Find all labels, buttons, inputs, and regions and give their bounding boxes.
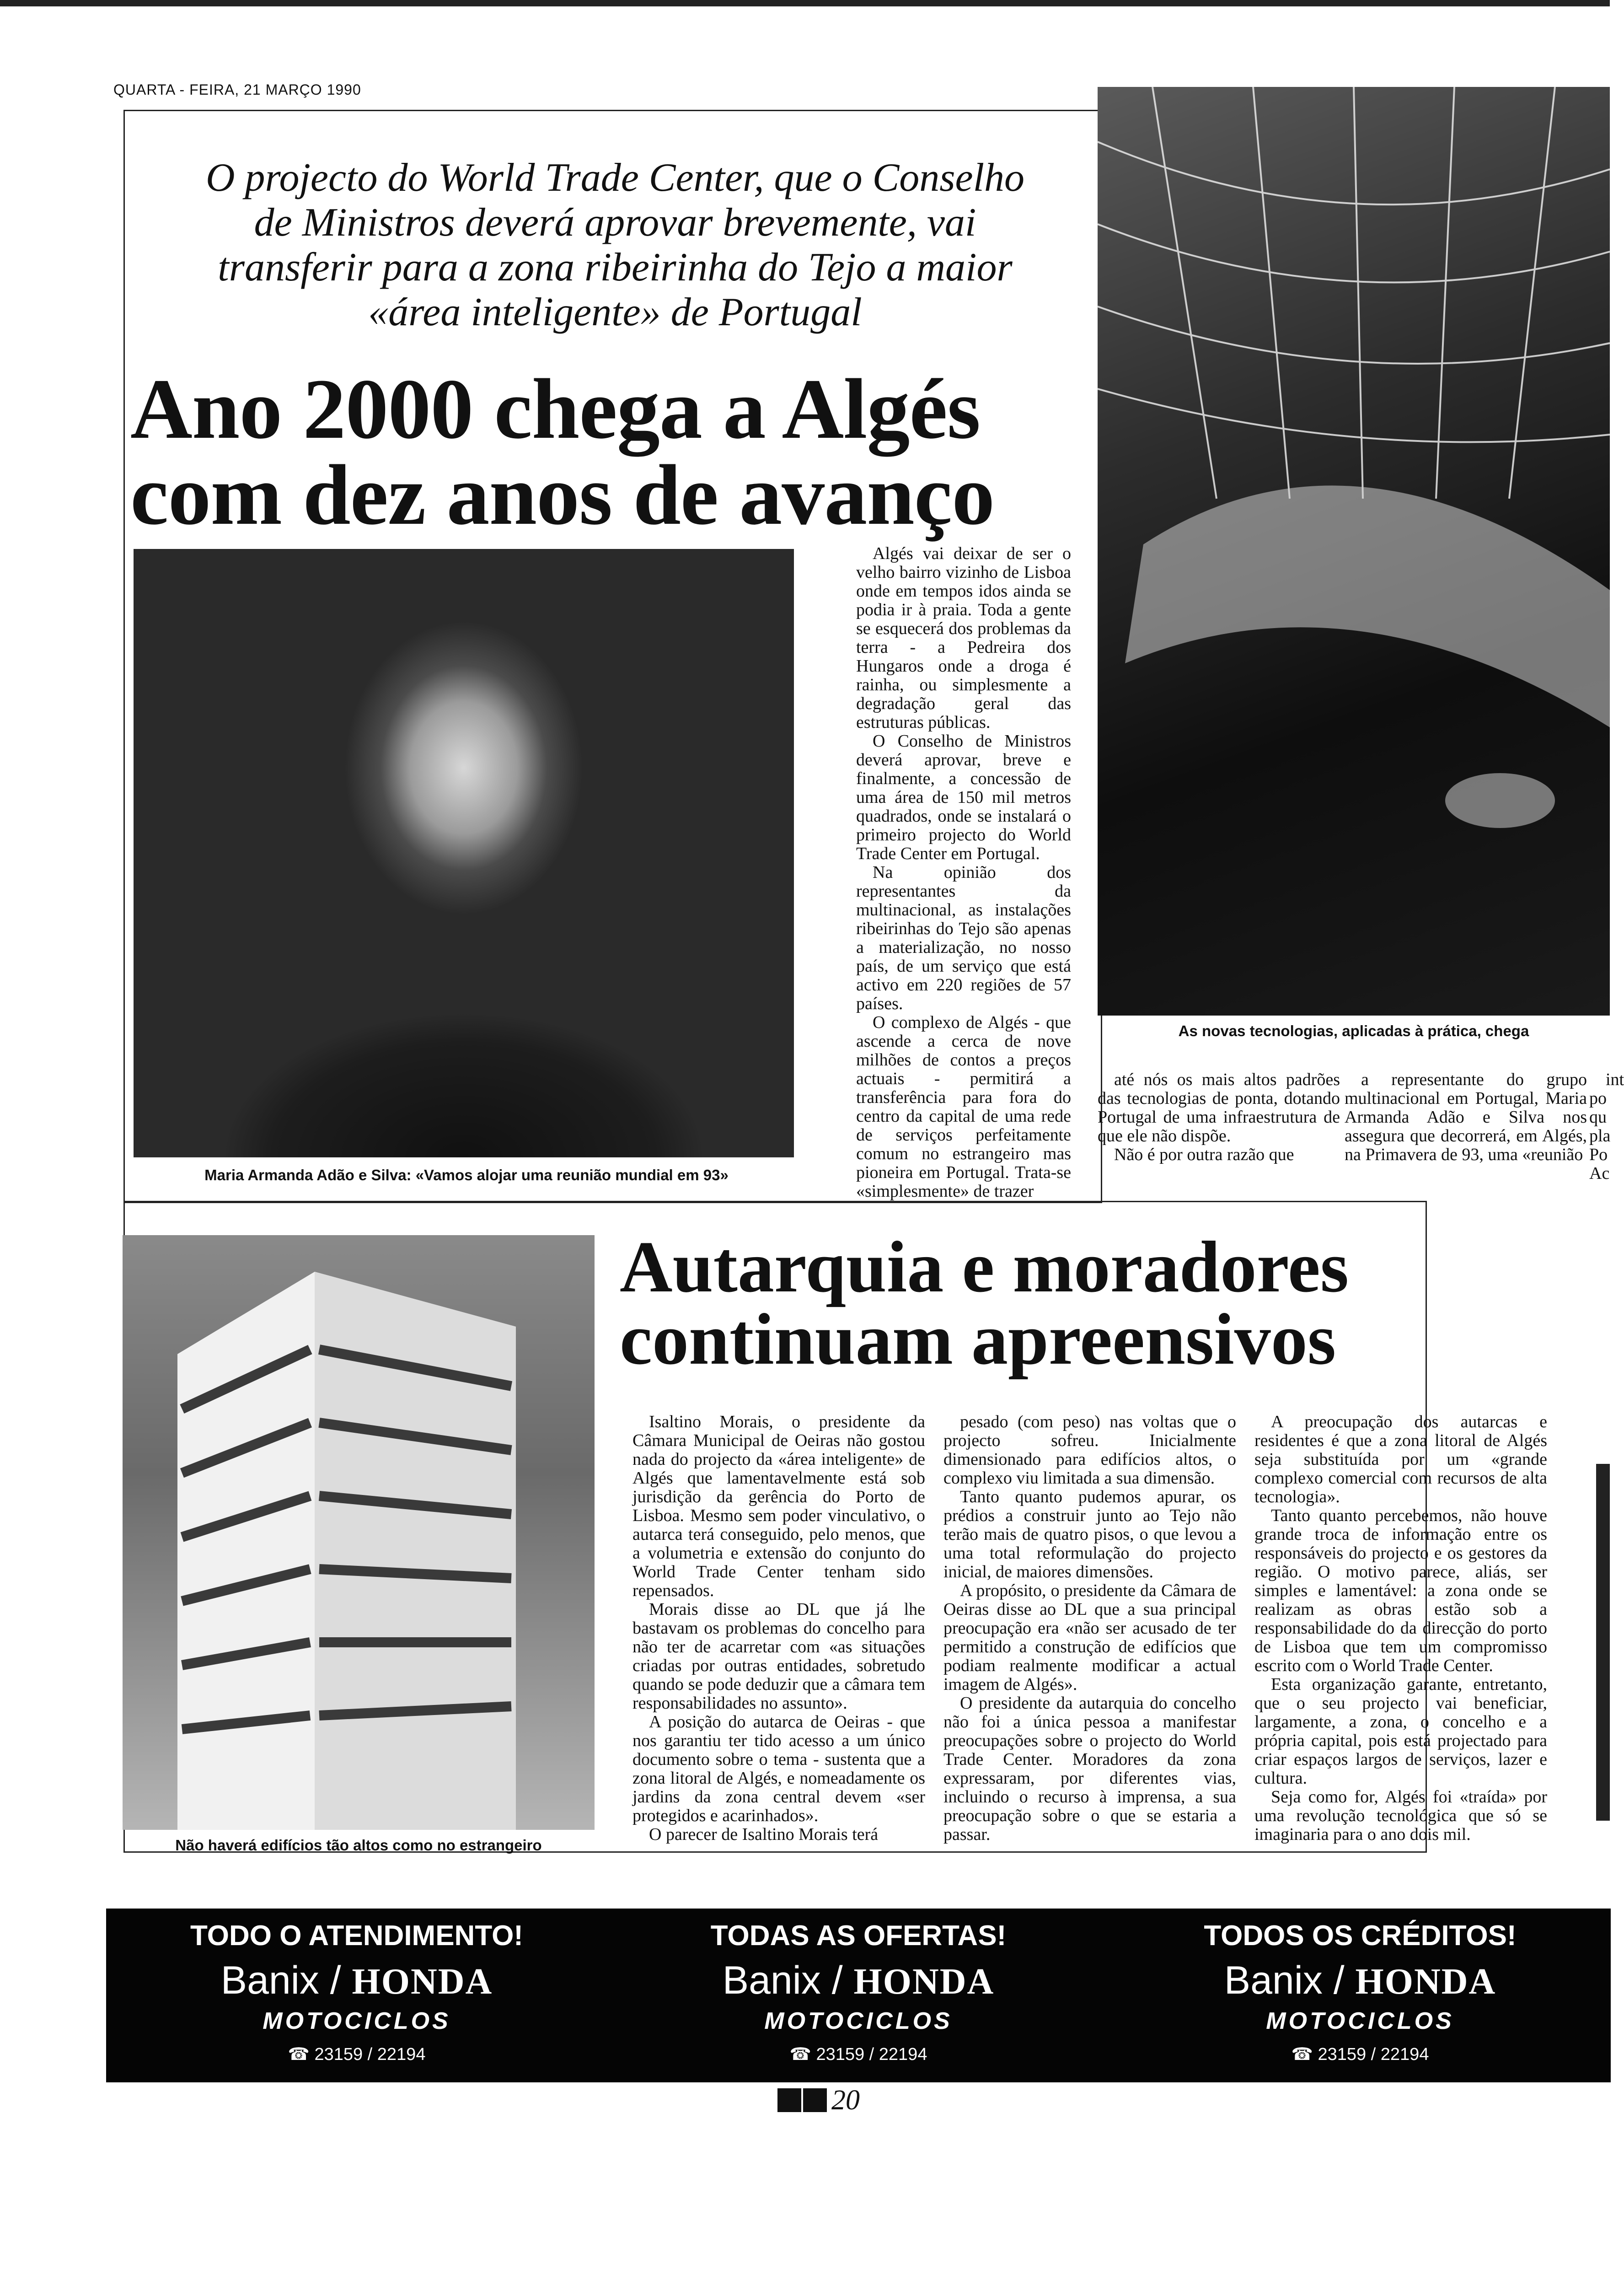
light-grid-graphic bbox=[1098, 87, 1610, 1016]
paragraph: Tanto quanto pudemos apurar, os prédios a construir junto ao Tejo não terão mais de quatro pisos, o que levou a uma total reformulação do projecto inicial, de maiores dimensões. bbox=[943, 1487, 1236, 1581]
ad-brand bbox=[608, 1958, 1109, 2003]
headline-line: Autarquia e moradores bbox=[620, 1226, 1349, 1307]
headline-line: Ano 2000 chega a Algés bbox=[130, 361, 980, 457]
honda-logo: HONDA bbox=[352, 1962, 493, 2002]
paragraph: A propósito, o presidente da Câmara de Oeiras disse ao DL que a sua principal preocupação era «não ser acusado de ter permitido a construção de edifícios que podiam realmente modificar a actual imagem de Algés». bbox=[943, 1581, 1236, 1694]
dl-logo-icon bbox=[803, 2088, 827, 2112]
ad-tagline: TODO O ATENDIMENTO! bbox=[190, 1920, 523, 1952]
paragraph: a representante do grupo multinacional em Portugal, Maria Armanda Adão e Silva nos assegura que decorrerá, em Algés, na Primavera de 93, uma «reunião bbox=[1345, 1070, 1587, 1164]
article1-headline bbox=[130, 361, 1104, 543]
paragraph: Isaltino Morais, o presidente da Câmara Municipal de Oeiras não gostou nada do projecto da «área inteligente» de Algés que lamentavelmente está sob jurisdição da gerência do Porto de Lisboa. Mesmo sem poder vinculativo, o autarca terá conseguido, pelo menos, que a volumetria e extensão do conjunto do World Trade Center tenham sido repensados. bbox=[632, 1412, 925, 1600]
article2-column-1 bbox=[632, 1413, 925, 1844]
portrait-caption: Maria Armanda Adão e Silva: «Vamos alojar uma reunião mundial em 93» bbox=[204, 1167, 729, 1183]
ad-phone: ☎ 23159 / 22194 bbox=[288, 2045, 426, 2064]
ad-brand bbox=[1109, 1958, 1611, 2003]
article1-kicker bbox=[133, 156, 1098, 335]
article1-column-3 bbox=[1345, 1070, 1587, 1164]
ad-subtitle: MOTOCICLOS bbox=[764, 2008, 953, 2034]
paragraph: Na opinião dos representantes da multinacional, as instalações ribeirinhas do Tejo são apenas a materialização, no nosso país, de um serviço que está activo em 220 regiões de 57 países. bbox=[856, 863, 1071, 1013]
paragraph: Algés vai deixar de ser o velho bairro vizinho de Lisboa onde em tempos idos ainda se podia ir à praia. Toda a gente se esquecerá dos problemas da terra - a Pedreira dos Hungaros onde a droga é rainha, ou simplesmente a degradação geral das estruturas públicas. bbox=[856, 544, 1071, 732]
adjacent-photo-edge bbox=[1596, 1464, 1610, 1821]
ad-phone: ☎ 23159 / 22194 bbox=[1291, 2045, 1429, 2064]
ad-cell bbox=[1109, 1909, 1611, 2082]
kicker-line: O projecto do World Trade Center, que o Conselho bbox=[205, 156, 1025, 200]
paragraph: até nós os mais altos padrões das tecnologias de ponta, dotando Portugal de uma infraestrutura de que ele não dispõe. bbox=[1098, 1070, 1340, 1145]
ad-phone: ☎ 23159 / 22194 bbox=[789, 2045, 927, 2064]
building-photo bbox=[123, 1235, 595, 1830]
paragraph: pesado (com peso) nas voltas que o projecto sofreu. Inicialmente dimensionado para edifícios altos, o complexo viu limitada a sua dimensão. bbox=[943, 1412, 1236, 1488]
kicker-line: de Ministros deverá aprovar brevemente, vai bbox=[254, 200, 976, 245]
ad-cell bbox=[608, 1909, 1109, 2082]
dateline: QUARTA - FEIRA, 21 MARÇO 1990 bbox=[113, 81, 361, 98]
ad-brand-text: Banix / bbox=[1224, 1958, 1356, 2002]
ad-brand-text: Banix / bbox=[220, 1958, 352, 2002]
dl-logo-icon bbox=[777, 2088, 801, 2112]
paragraph: O parecer de Isaltino Morais terá bbox=[649, 1825, 879, 1844]
ad-subtitle: MOTOCICLOS bbox=[263, 2008, 451, 2034]
article2-headline bbox=[620, 1226, 1425, 1380]
portrait-photo bbox=[134, 549, 794, 1157]
ad-brand bbox=[106, 1958, 607, 2003]
page-footer bbox=[777, 2086, 860, 2114]
kicker-line: transferir para a zona ribeirinha do Tejo a maior bbox=[218, 245, 1013, 290]
paragraph: O presidente da autarquia do concelho não foi a única pessoa a manifestar preocupações sobre o projecto do World Trade Center. Moradores da zona expressaram, por diferentes vias, incluindo o recurso à imprensa, a sua preocupação sobre o que se estaria a passar. bbox=[943, 1694, 1236, 1844]
technology-photo bbox=[1098, 87, 1610, 1016]
ad-cell bbox=[106, 1909, 607, 2082]
paragraph: A posição do autarca de Oeiras - que nos garantiu ter tido acesso a um único documento sobre o tema - sustenta que a zona litoral de Algés, e nomeadamente os jardins da zona central devem «ser protegidos e acarinhados». bbox=[632, 1712, 925, 1825]
building-graphic bbox=[123, 1235, 595, 1830]
paragraph: O complexo de Algés - que ascende a cerca de nove milhões de contos a preços actuais - permitirá a transferência para fora do centro da capital de uma rede de serviços perfeitamente comum no estrangeiro mas pioneira em Portugal. Trata-se «simplesmente» de trazer bbox=[856, 1013, 1071, 1201]
paragraph: Esta organização garante, entretanto, que o seu projecto vai beneficiar, largamente, a zona, o concelho e a própria capital, pois está projectado para criar espaços largos de serviços, lazer e cultura. bbox=[1254, 1675, 1547, 1788]
paragraph: int po qu pla Po Ac bbox=[1589, 1070, 1624, 1183]
article1-column-1 bbox=[856, 544, 1071, 1201]
building-caption: Não haverá edifícios tão altos como no estrangeiro bbox=[175, 1837, 542, 1854]
honda-logo: HONDA bbox=[1355, 1962, 1496, 2002]
paragraph: Morais disse ao DL que já lhe bastavam os problemas do concelho para não ter de acarretar com «as situações criadas por outras entidades, sobretudo quando se pode deduzir que a câmara tem responsabilidades no assunto». bbox=[632, 1600, 925, 1713]
technology-caption: As novas tecnologias, aplicadas à prática, chega bbox=[1178, 1022, 1529, 1039]
ad-tagline: TODOS OS CRÉDITOS! bbox=[1204, 1920, 1517, 1952]
top-rule bbox=[0, 0, 1610, 6]
page-number: 20 bbox=[831, 2084, 860, 2116]
paragraph: Tanto quanto percebemos, não houve grande troca de informação entre os responsáveis do projecto e os gestores da região. O motivo parece, aliás, ser simples e lamentável: a zona onde se realizam as obras estão sob a responsabilidade do da direcção do porto de Lisboa que tem um compromisso escrito com o World Trade Center. bbox=[1254, 1506, 1547, 1675]
ad-brand-text: Banix / bbox=[722, 1958, 854, 2002]
article2-column-3 bbox=[1254, 1413, 1547, 1844]
paragraph: Seja como for, Algés foi «traída» por uma revolução tecnológica que só se imaginaria para o ano dois mil. bbox=[1254, 1787, 1547, 1844]
headline-line: com dez anos de avanço bbox=[130, 447, 995, 543]
kicker-line: «área inteligente» de Portugal bbox=[368, 290, 862, 334]
headline-line: continuam apreensivos bbox=[620, 1298, 1336, 1380]
ad-subtitle: MOTOCICLOS bbox=[1266, 2008, 1454, 2034]
paragraph: O Conselho de Ministros deverá aprovar, breve e finalmente, a concessão de uma área de 150 mil metros quadrados, onde se instalará o primeiro projecto do World Trade Center em Portugal. bbox=[856, 731, 1071, 863]
article1-column-4-cut bbox=[1589, 1070, 1624, 1183]
paragraph: Não é por outra razão que bbox=[1114, 1145, 1294, 1164]
portrait-body-shape bbox=[134, 919, 794, 1157]
honda-advertisement bbox=[106, 1909, 1611, 2082]
honda-logo: HONDA bbox=[853, 1962, 995, 2002]
article1-column-2 bbox=[1098, 1070, 1340, 1164]
paragraph: A preocupação dos autarcas e residentes é que a zona litoral de Algés seja substituída por um «grande complexo comercial com recursos de alta tecnologia». bbox=[1254, 1412, 1547, 1506]
ad-tagline: TODAS AS OFERTAS! bbox=[710, 1920, 1007, 1952]
article2-column-2 bbox=[943, 1413, 1236, 1844]
